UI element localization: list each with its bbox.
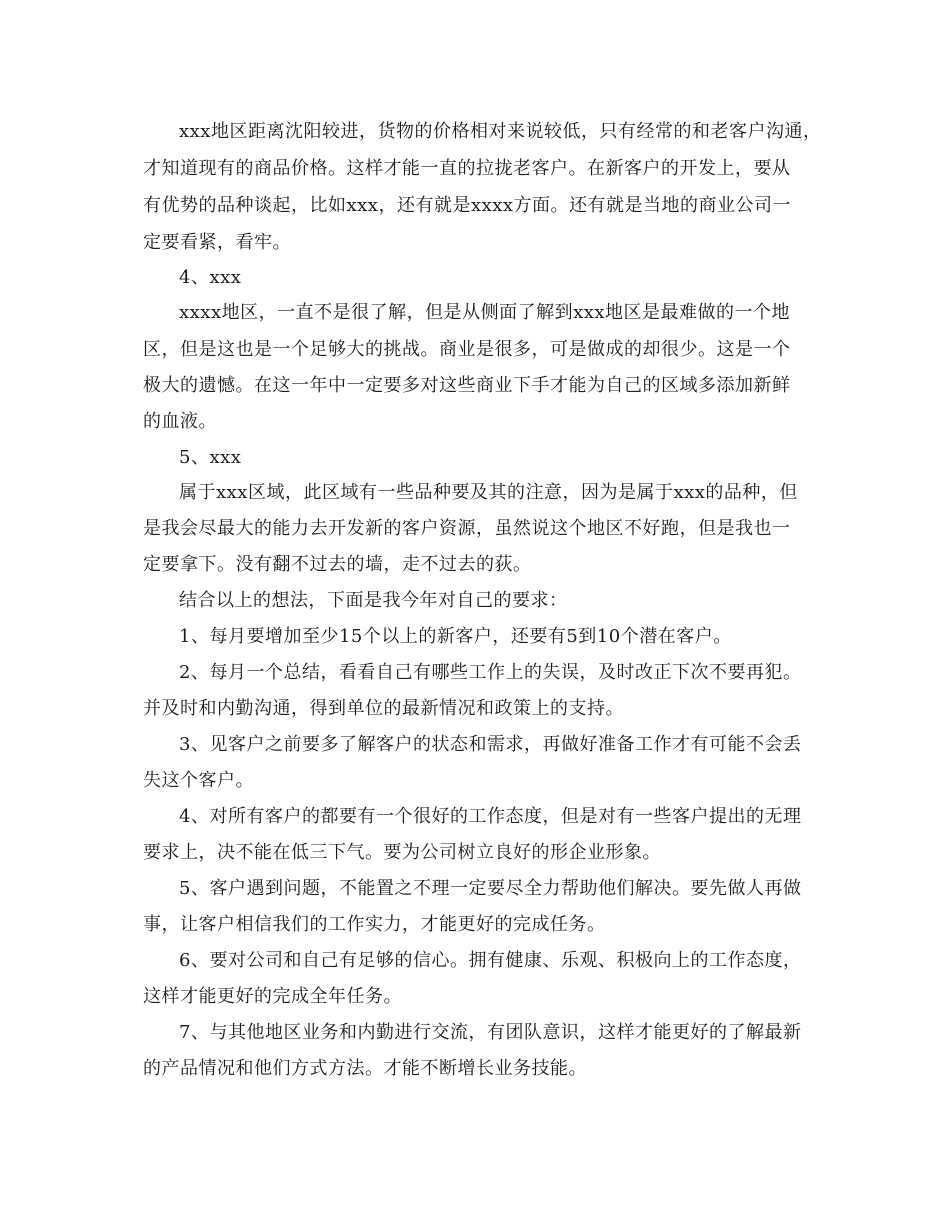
list-item: 3、见客户之前要多了解客户的状态和需求，再做好准备工作才有可能不会丢 [179, 734, 802, 755]
list-item: 1、每月要增加至少15个以上的新客户，还要有5到10个潜在客户。 [179, 626, 732, 647]
text-line: 并及时和内勤沟通，得到单位的最新情况和政策上的支持。 [143, 698, 624, 719]
text-line: 定要拿下。没有翻不过去的墙，走不过去的荻。 [143, 554, 532, 575]
list-item: 4、对所有客户的都要有一个很好的工作态度，但是对有一些客户提出的无理 [179, 806, 802, 827]
text-line: 有优势的品种谈起，比如xxx，还有就是xxxx方面。还有就是当地的商业公司一 [143, 195, 792, 216]
text-line: 极大的遗憾。在这一年中一定要多对这些商业下手才能为自己的区域多添加新鲜 [143, 375, 791, 396]
section-heading: 5、xxx [179, 447, 242, 468]
text-line: 属于xxx区域，此区域有一些品种要及其的注意，因为是属于xxx的品种，但 [179, 482, 798, 503]
text-line: 要求上，决不能在低三下气。要为公司树立良好的形企业形象。 [143, 842, 661, 863]
text-line: 这样才能更好的完成全年任务。 [143, 986, 402, 1007]
text-line: xxxx地区，一直不是很了解，但是从侧面了解到xxx地区是最难做的一个地 [179, 302, 791, 323]
text-line: 区，但是这也是一个足够大的挑战。商业是很多，可是做成的却很少。这是一个 [143, 339, 791, 360]
list-item: 7、与其他地区业务和内勤进行交流，有团队意识，这样才能更好的了解最新 [179, 1022, 802, 1043]
list-item: 6、要对公司和自己有足够的信心。拥有健康、乐观、积极向上的工作态度， [179, 950, 802, 971]
text-line: 结合以上的想法，下面是我今年对自己的要求： [179, 590, 568, 611]
text-line: 定要看紧，看牢。 [143, 232, 291, 253]
list-item: 5、客户遇到问题，不能置之不理一定要尽全力帮助他们解决。要先做人再做 [179, 878, 802, 899]
text-line: 的血液。 [143, 411, 217, 432]
text-line: 的产品情况和他们方式方法。才能不断增长业务技能。 [143, 1058, 587, 1079]
list-item: 2、每月一个总结，看看自己有哪些工作上的失误，及时改正下次不要再犯。 [179, 662, 802, 683]
section-heading: 4、xxx [179, 267, 242, 288]
text-line: 是我会尽最大的能力去开发新的客户资源，虽然说这个地区不好跑，但是我也一 [143, 518, 791, 539]
text-line: 失这个客户。 [143, 770, 254, 791]
text-line: xxx地区距离沈阳较进，货物的价格相对来说较低，只有经常的和老客户沟通， [179, 121, 822, 142]
text-line: 事，让客户相信我们的工作实力，才能更好的完成任务。 [143, 914, 606, 935]
text-line: 才知道现有的商品价格。这样才能一直的拉拢老客户。在新客户的开发上，要从 [143, 158, 791, 179]
